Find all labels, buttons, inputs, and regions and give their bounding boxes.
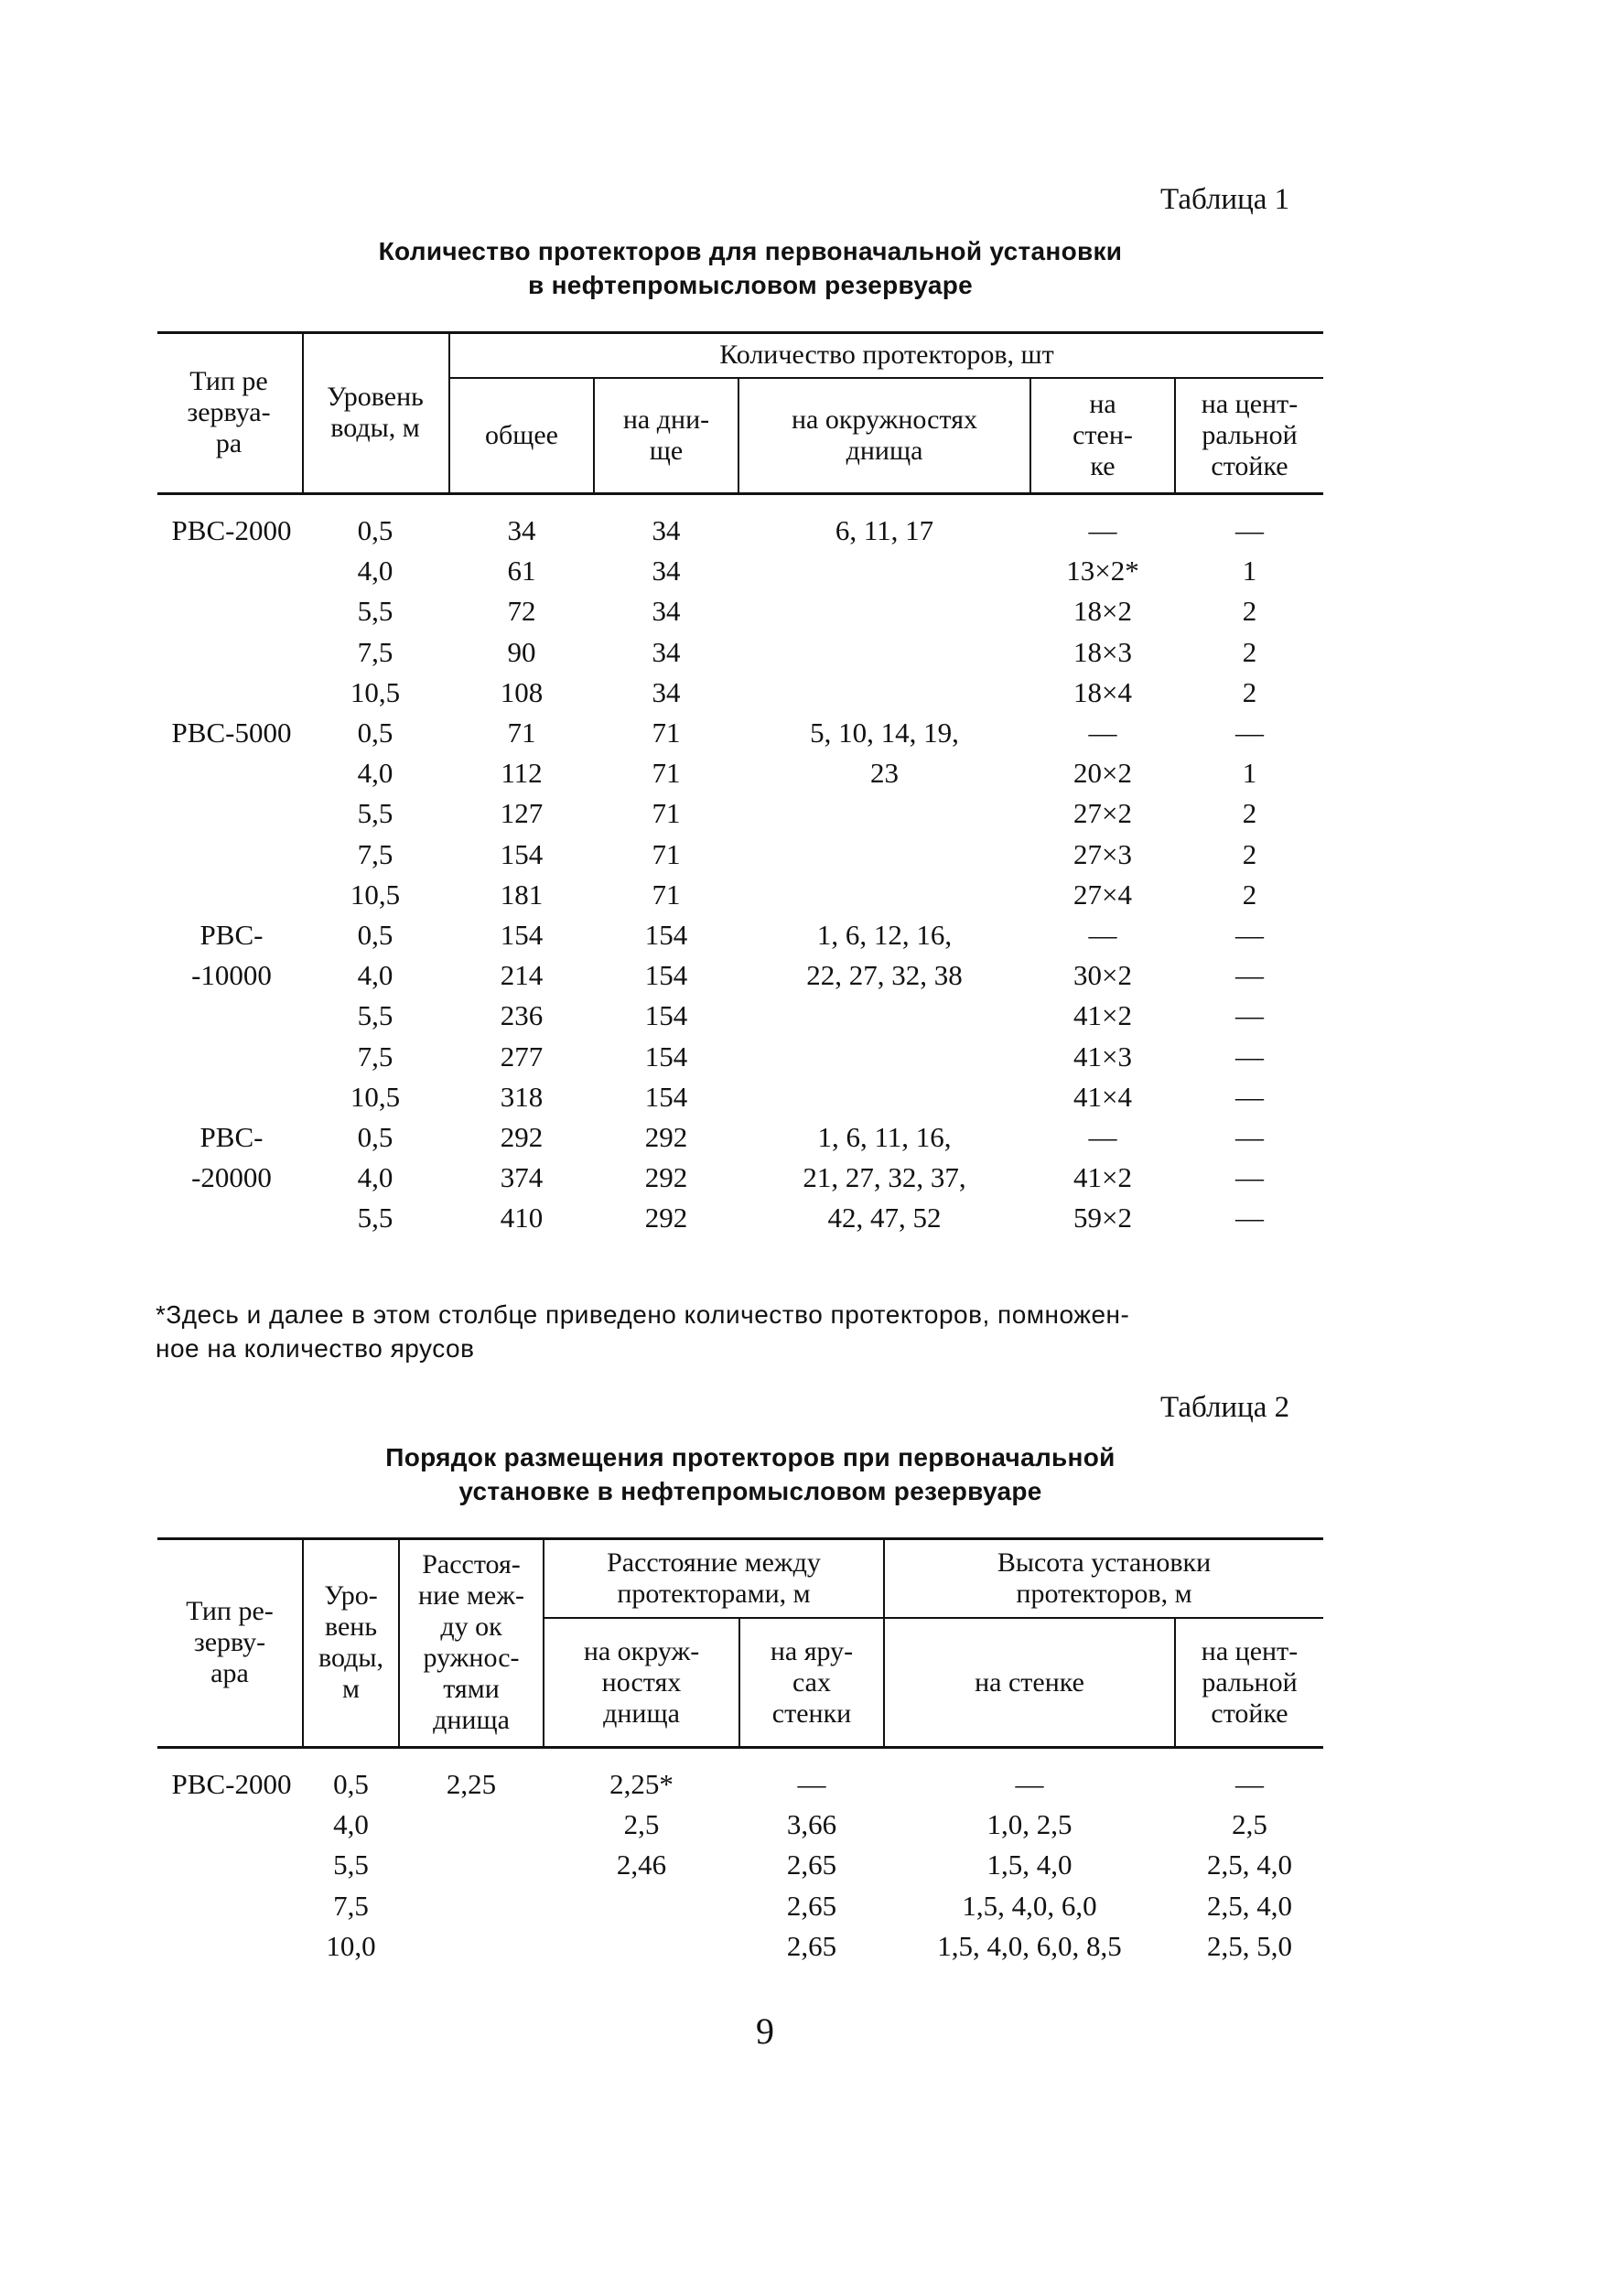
table1-cell-type: РВС-: [199, 919, 264, 951]
table1-cell-bottom: 34: [652, 595, 681, 628]
table1-cell-total: 236: [500, 999, 544, 1032]
table2-header-on-tiers: на яру- сах стенки: [770, 1635, 854, 1729]
table2-cell-on-wall: —: [1015, 1768, 1044, 1800]
table1-cell-wall: —: [1088, 919, 1117, 951]
table2-cell-on-wall: 1,5, 4,0, 6,0, 8,5: [937, 1929, 1122, 1962]
table1-cell-wall: —: [1088, 1121, 1117, 1153]
table1-cell-total: 90: [507, 635, 536, 668]
table2-cell-on-circles: 2,5: [623, 1808, 660, 1841]
table1-cell-wall: 27×4: [1073, 878, 1132, 911]
table2-cell-on-tiers: 2,65: [786, 1889, 837, 1922]
table1-cell-wall: 41×3: [1073, 1040, 1132, 1073]
table1-cell-bottom: 71: [652, 878, 681, 911]
table1-cell-circles: 1, 6, 12, 16,: [816, 919, 953, 951]
table1-header-count: Количество протекторов, шт: [719, 340, 1054, 370]
table1-cell-total: 154: [500, 837, 544, 870]
table1-cell-level: 10,5: [350, 878, 401, 911]
table1-header-type: Тип ре зервуа- ра: [187, 366, 271, 458]
table1-cell-level: 10,5: [350, 675, 401, 708]
table2-cell-circle-dist: 2,25: [446, 1768, 497, 1800]
table1-cell-total: 374: [500, 1161, 544, 1194]
table1-cell-total: 181: [500, 878, 544, 911]
table1-cell-bottom: 292: [644, 1121, 688, 1153]
table1-cell-bottom: 34: [652, 635, 681, 668]
table1-cell-level: 5,5: [357, 595, 393, 628]
table1-cell-column: 2: [1242, 797, 1257, 830]
table1-cell-column: 2: [1242, 595, 1257, 628]
table1-footnote-line2: ное на количество ярусов: [156, 1334, 475, 1363]
table1-cell-wall: 59×2: [1073, 1202, 1132, 1234]
table1-cell-bottom: 34: [652, 514, 681, 546]
table2-header-on-circles: на окруж- ностях днища: [583, 1635, 700, 1729]
table1-cell-total: 410: [500, 1202, 544, 1234]
table1-cell-bottom: 154: [644, 1080, 688, 1113]
table1-cell-total: 61: [507, 555, 536, 587]
table1-header-column: на цент- ральной стойке: [1201, 389, 1299, 481]
table1-cell-bottom: 71: [652, 757, 681, 790]
table1-cell-level: 0,5: [357, 514, 393, 546]
table1-cell-total: 72: [507, 595, 536, 628]
table1-cell-wall: 18×4: [1073, 675, 1132, 708]
table1-cell-type: РВС-2000: [171, 514, 292, 546]
table1-cell-wall: —: [1088, 514, 1117, 546]
table1-cell-bottom: 154: [644, 1040, 688, 1073]
table1-cell-column: —: [1235, 1121, 1264, 1153]
table1-cell-total: 277: [500, 1040, 544, 1073]
table1-cell-level: 0,5: [357, 717, 393, 749]
table1-cell-level: 0,5: [357, 919, 393, 951]
table1-cell-circles: 5, 10, 14, 19,: [810, 717, 959, 749]
table1-cell-level: 0,5: [357, 1121, 393, 1153]
table1-cell-wall: 27×3: [1073, 837, 1132, 870]
table1-cell-type: РВС-5000: [171, 717, 292, 749]
table2-cell-on-tiers: 2,65: [786, 1849, 837, 1881]
table1-cell-level: 5,5: [357, 797, 393, 830]
table1-title-line2: в нефтепромысловом резервуаре: [528, 271, 973, 299]
table2-header-circle-dist: Расстоя- ние меж- ду ок ружнос- тями днища: [418, 1549, 524, 1735]
table1-cell-level: 5,5: [357, 999, 393, 1032]
table1-cell-circles: 6, 11, 17: [835, 514, 934, 546]
table1-cell-wall: —: [1088, 717, 1117, 749]
table1-cell-total: 292: [500, 1121, 544, 1153]
table2-title-line1: Порядок размещения протекторов при первоначальной: [385, 1443, 1116, 1471]
table1-cell-wall: 27×2: [1073, 797, 1132, 830]
table2-title-line2: установке в нефтепромысловом резервуаре: [458, 1477, 1042, 1505]
table1-cell-bottom: 71: [652, 837, 681, 870]
table2-header-on-wall: на стенке: [975, 1666, 1084, 1698]
table1-cell-bottom: 154: [644, 959, 688, 992]
table1-cell-column: 2: [1242, 635, 1257, 668]
table2-header-between: Расстояние между протекторами, м: [607, 1547, 821, 1609]
table1-cell-column: 1: [1242, 555, 1257, 587]
table1-cell-column: 2: [1242, 878, 1257, 911]
table1-cell-circles: 21, 27, 32, 37,: [803, 1161, 966, 1194]
table1-cell-circles: 1, 6, 11, 16,: [817, 1121, 952, 1153]
table2-cell-on-wall: 1,5, 4,0, 6,0: [962, 1889, 1097, 1922]
table1-footnote-line1: *Здесь и далее в этом столбце приведено количество протекторов, помножен-: [156, 1300, 1130, 1329]
table1-cell-bottom: 292: [644, 1161, 688, 1194]
table2-cell-on-tiers: 3,66: [786, 1808, 837, 1841]
page-number: 9: [756, 2010, 774, 2052]
table2-cell-on-tiers: 2,65: [786, 1929, 837, 1962]
table1-cell-level: 4,0: [357, 555, 393, 587]
table1-title-line1: Количество протекторов для первоначальной установки: [378, 237, 1123, 265]
table1-header-wall: на стен- ке: [1072, 389, 1133, 481]
table1-cell-column: —: [1235, 1161, 1264, 1194]
table1-cell-bottom: 34: [652, 675, 681, 708]
table2-header-height: Высота установки протекторов, м: [997, 1547, 1212, 1609]
table2-cell-on-column: 2,5: [1232, 1808, 1267, 1841]
table1-cell-level: 10,5: [350, 1080, 401, 1113]
table1-cell-level: 7,5: [357, 837, 393, 870]
table1-cell-total: 34: [507, 514, 536, 546]
table1-cell-wall: 18×3: [1073, 635, 1132, 668]
table1-cell-total: 71: [507, 717, 536, 749]
table1-cell-column: 2: [1242, 675, 1257, 708]
table1-cell-circles: 23: [870, 757, 899, 790]
table2-cell-on-column: —: [1235, 1768, 1264, 1800]
table1-cell-total: 112: [501, 757, 543, 790]
table1-cell-wall: 41×2: [1073, 999, 1132, 1032]
table1-cell-column: 2: [1242, 837, 1257, 870]
table1-cell-bottom: 292: [644, 1202, 688, 1234]
table1-cell-column: —: [1235, 999, 1264, 1032]
table1-cell-circles: 22, 27, 32, 38: [806, 959, 963, 992]
table2-cell-on-wall: 1,0, 2,5: [986, 1808, 1072, 1841]
table1-cell-bottom: 154: [644, 999, 688, 1032]
table2-label: Таблица 2: [1160, 1391, 1290, 1424]
table2-cell-on-circles: 2,46: [616, 1849, 667, 1881]
table1-cell-column: —: [1235, 717, 1264, 749]
table2-cell-on-column: 2,5, 4,0: [1207, 1889, 1292, 1922]
table1-cell-circles: 42, 47, 52: [827, 1202, 942, 1234]
table1-cell-type: -10000: [191, 959, 272, 992]
table1-cell-level: 7,5: [357, 635, 393, 668]
table2-cell-type: РВС-2000: [171, 1768, 292, 1800]
table1-cell-column: —: [1235, 1040, 1264, 1073]
table1-cell-column: 1: [1242, 757, 1257, 790]
table1-cell-type: -20000: [191, 1161, 272, 1194]
table1-cell-total: 127: [500, 797, 544, 830]
table1-cell-wall: 18×2: [1073, 595, 1132, 628]
table1-cell-wall: 20×2: [1073, 757, 1132, 790]
table1-cell-bottom: 154: [644, 919, 688, 951]
table1-cell-wall: 13×2*: [1066, 555, 1139, 587]
table2-header-on-column: на цент- ральной стойке: [1201, 1635, 1299, 1729]
table2-header-type: Тип ре- зерву- ара: [186, 1596, 274, 1688]
table1-cell-wall: 41×4: [1073, 1080, 1132, 1113]
table1-cell-column: —: [1235, 1202, 1264, 1234]
table1-cell-bottom: 71: [652, 717, 681, 749]
table2-cell-level: 10,0: [326, 1929, 376, 1962]
table1-cell-level: 4,0: [357, 1161, 393, 1194]
table1-cell-wall: 30×2: [1073, 959, 1132, 992]
table1-cell-level: 4,0: [357, 959, 393, 992]
table1-cell-bottom: 71: [652, 797, 681, 830]
table1-cell-column: —: [1235, 514, 1264, 546]
table1-header-bottom: на дни- ще: [622, 404, 710, 466]
table2-cell-level: 4,0: [333, 1808, 369, 1841]
table1-cell-wall: 41×2: [1073, 1161, 1132, 1194]
table1-cell-total: 154: [500, 919, 544, 951]
table2-cell-on-circles: 2,25*: [609, 1768, 674, 1800]
table1-label: Таблица 1: [1160, 183, 1290, 216]
table1-header-level: Уровень воды, м: [327, 382, 424, 443]
table2-header-level: Уро- вень воды, м: [318, 1580, 383, 1704]
table2-cell-level: 0,5: [333, 1768, 369, 1800]
table2-cell-on-column: 2,5, 5,0: [1207, 1929, 1292, 1962]
table1-cell-level: 5,5: [357, 1202, 393, 1234]
table1-cell-column: —: [1235, 959, 1264, 992]
table1-cell-type: РВС-: [199, 1121, 264, 1153]
table2-cell-on-tiers: —: [797, 1768, 826, 1800]
table1-cell-total: 214: [500, 959, 544, 992]
table1-header-total: общее: [485, 420, 558, 450]
table1-header-circles: на окружностях днища: [791, 404, 977, 466]
table2-cell-level: 7,5: [333, 1889, 369, 1922]
table2-cell-on-column: 2,5, 4,0: [1207, 1849, 1292, 1881]
table1-cell-level: 4,0: [357, 757, 393, 790]
table1-cell-bottom: 34: [652, 555, 681, 587]
table2-cell-level: 5,5: [333, 1849, 369, 1881]
table1-cell-column: —: [1235, 1080, 1264, 1113]
table1-cell-column: —: [1235, 919, 1264, 951]
table1-cell-total: 108: [500, 675, 544, 708]
table1-cell-total: 318: [500, 1080, 544, 1113]
table2-cell-on-wall: 1,5, 4,0: [986, 1849, 1072, 1881]
table1-cell-level: 7,5: [357, 1040, 393, 1073]
